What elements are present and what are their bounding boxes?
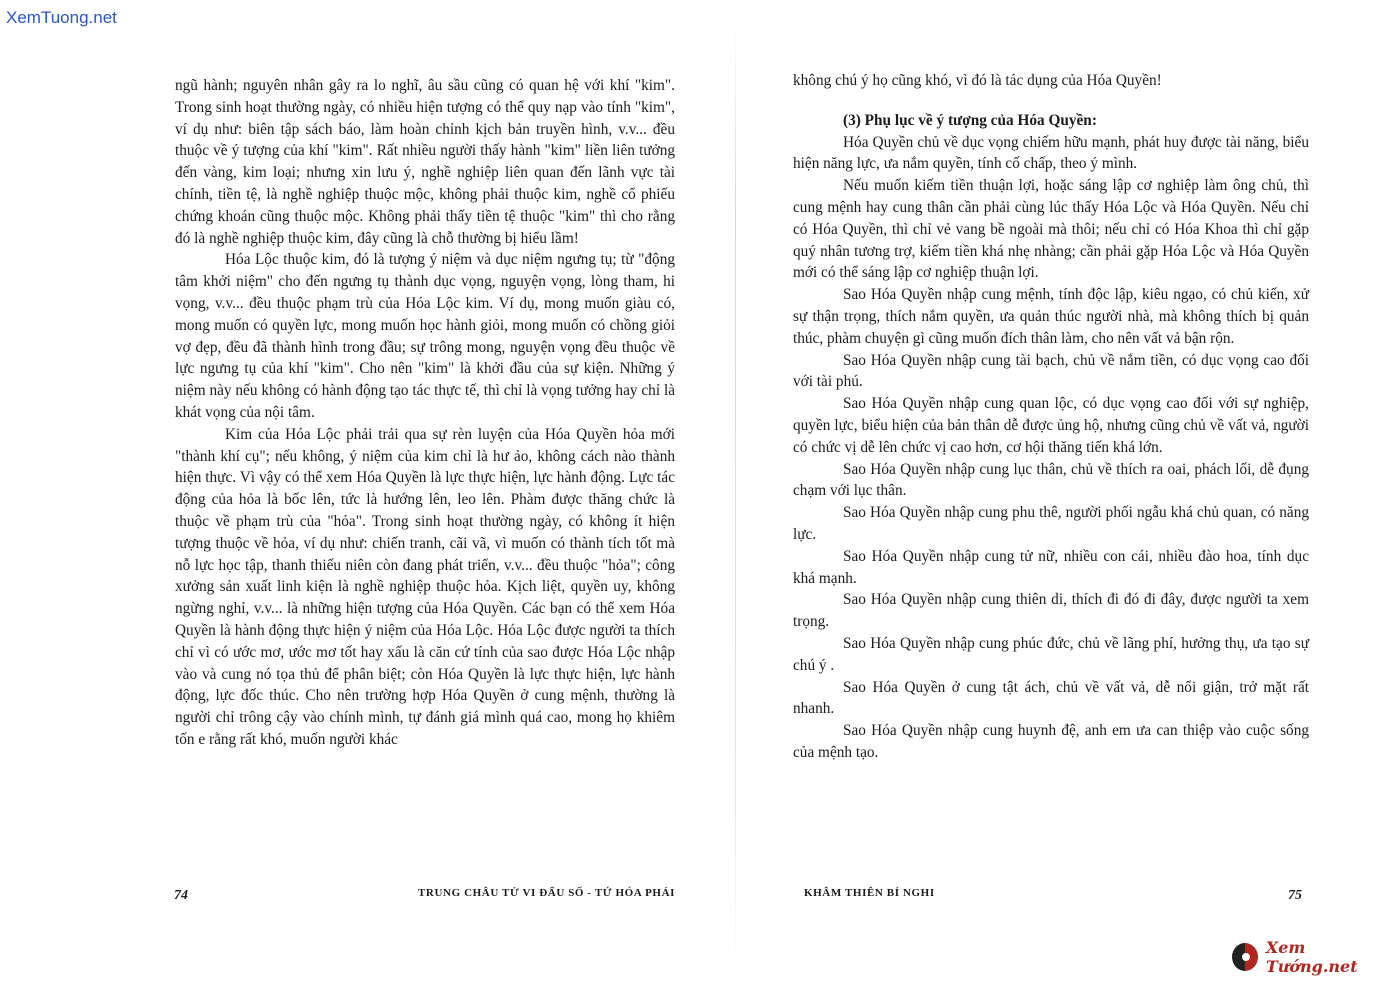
right-paragraph-8: Sao Hóa Quyền nhập cung tử nữ, nhiều con cái, nhiều đào hoa, tính dục khá mạnh. [793,547,1309,587]
right-intro: không chú ý họ cũng khó, vì đó là tác dụng của Hóa Quyền! [793,72,1162,89]
right-paragraph-3: Sao Hóa Quyền nhập cung mệnh, tính độc lập, kiêu ngạo, có chủ kiến, xử sự thận trọng, thích nắm quyền, ưa quản thúc người nhà, mà không thích bị quản thúc, phàm chuyện gì cũng muốn đích thân làm, cho nên vất vả bận rộn. [793,286,1309,347]
logo-text: Xem Tướng.net [1265,938,1358,976]
right-paragraph-10: Sao Hóa Quyền nhập cung phúc đức, chủ về lãng phí, hưởng thụ, ưa tạo sự chú ý . [793,634,1309,674]
right-paragraph-11: Sao Hóa Quyền ở cung tật ách, chủ về vất vả, dễ nổi giận, trở mặt rất nhanh. [793,678,1309,718]
left-page-body [175,75,675,751]
left-paragraph-2: Hóa Lộc thuộc kim, đó là tượng ý niệm và dục niệm ngưng tụ; từ "động tâm khởi niệm" cho đến ngưng tụ thành dục vọng, nguyện vọng, lòng tham, hi vọng, v.v... đều thuộc phạm trù của Hóa Lộc kim. Ví dụ, mong muốn giàu có, mong muốn có quyền lực, mong muốn học hành giỏi, mong muốn có chồng giỏi vợ đẹp, đều đã thành hình trong đầu; sự trông mong, nguyện vọng đều thuộc về lực ngưng tụ của khí "kim". Cho nên "kim" là khởi đầu của sự kiện. Những ý niệm này nếu không có hành động tạo tác thực tế, thì chỉ là vọng tưởng hay chỉ là khát vọng của nội tâm. [175,251,675,421]
right-page [700,0,1392,983]
left-paragraph-3: Kim của Hóa Lộc phải trải qua sự rèn luyện của Hóa Quyền hỏa mới "thành khí cụ"; nếu không, ý niệm của kim chỉ là hư ảo, không cách nào thành hiện thực. Vì vậy có thể xem Hóa Quyền là lực thực hiện, lực hành động. Lực tác động của hỏa là bốc lên, tức là hướng lên, leo lên. Phàm được thăng chức là thuộc về phạm trù của "hỏa". Trong sinh hoạt thường ngày, có không ít hiện tượng thuộc về hỏa, ví dụ như: chiến tranh, cãi vã, vì muốn có thành tích tốt mà nỗ lực học tập, thanh thiếu niên còn đang phát triển, v.v... đều thuộc "hỏa"; công xưởng sản xuất linh kiện là nghề nghiệp thuộc hỏa. Kịch liệt, quyền uy, không ngừng nghỉ, v.v... là những hiện tượng của Hóa Quyền. Các bạn có thể xem Hóa Quyền là hành động thực hiện ý niệm của Hóa Lộc. Hóa Lộc được người ta thích chỉ vì có ước mơ, ước mơ tốt hay xấu là căn cứ tính của sao được Hóa Lộc nhập vào và cung nó tọa thủ để phân biệt; còn Hóa Quyền là lực thực hiện, lực hành động, lực đốc thúc. Cho nên trường hợp Hóa Quyền ở cung mệnh, thường là người chỉ trông cậy vào chính mình, tự đánh giá mình quá cao, mong họ khiêm tốn e rằng rất khó, muốn người khác [175,425,675,748]
left-footer-title: TRUNG CHÂU TỬ VI ĐẨU SỐ - TỨ HÓA PHÁI [418,887,675,899]
right-paragraph-4: Sao Hóa Quyền nhập cung tài bạch, chủ về nắm tiền, có dục vọng cao đối với tài phú. [793,351,1309,391]
right-paragraph-5: Sao Hóa Quyền nhập cung quan lộc, có dục vọng cao đối với sự nghiệp, quyền lực, biểu hiện của bản thân dễ được ủng hộ, nhưng cũng chủ về vất vả, người có chức vị dễ lên chức vị cao hơn, cơ hội thăng tiến khá lớn. [793,395,1309,456]
site-logo [1232,938,1392,976]
right-page-body [793,70,1309,764]
section-heading: (3) Phụ lục về ý tượng của Hóa Quyền: [843,111,1097,129]
left-paragraph-1: ngũ hành; nguyên nhân gây ra lo nghĩ, âu sầu cũng có quan hệ với khí "kim". Trong sinh hoạt thường ngày, có nhiều hiện tượng có thể quy nạp vào tính "kim", ví dụ như: biên tập sách báo, làm hoàn chỉnh kịch bản truyền hình, v.v... đều thuộc về ý tượng của khí "kim". Rất nhiều người thấy hành "kim" liền liên tưởng đến vàng, kim loại; nhưng xin lưu ý, nghề nghiệp liên quan đến lãnh vực tài chính, tiền tệ, là nghề nghiệp thuộc mộc, không phải thuộc kim, nghề cổ phiếu chứng khoán cũng thuộc mộc. Không phải thấy tiền tệ thuộc "kim" thì cho rằng đó là nghề nghiệp thuộc kim, đây cũng là chỗ thường bị hiểu lầm! [175,77,675,247]
right-paragraph-7: Sao Hóa Quyền nhập cung phu thê, người phối ngẫu khá chủ quan, có năng lực. [793,504,1309,543]
right-paragraph-1: Hóa Quyền chủ về dục vọng chiếm hữu mạnh, phát huy được tài năng, biểu hiện năng lực, ưa nắm quyền, tính cố chấp, theo ý mình. [793,133,1309,173]
right-paragraph-6: Sao Hóa Quyền nhập cung lục thân, chủ về thích ra oai, phách lối, dễ đụng chạm với lục thân. [793,460,1309,500]
right-page-number: 75 [1288,888,1302,903]
right-paragraph-12: Sao Hóa Quyền nhập cung huynh đệ, anh em ưa can thiệp vào cuộc sống của mệnh tạo. [793,722,1309,761]
right-paragraph-9: Sao Hóa Quyền nhập cung thiên di, thích đi đó đi đây, được người ta xem trọng. [793,591,1309,631]
watermark-top-left: XemTuong.net [6,8,117,27]
yin-yang-icon [1232,943,1258,971]
right-footer-title: KHÂM THIÊN BÍ NGHI [804,887,935,899]
left-page-number: 74 [174,888,188,903]
right-paragraph-2: Nếu muốn kiếm tiền thuận lợi, hoặc sáng lập cơ nghiệp làm ông chủ, thì cung mệnh hay cung thân cần phải cùng lúc thấy Hóa Lộc và Hóa Quyền. Nếu chỉ có Hóa Quyền, thì chỉ vẻ vang bề ngoài mà thôi; nếu chỉ có Hóa Khoa thì chỉ gặp quý nhân tương trợ, kiếm tiền khá nhẹ nhàng; cần phải gặp Hóa Lộc và Hóa Quyền mới có thể sáng lập cơ nghiệp thuận lợi. [793,177,1309,282]
